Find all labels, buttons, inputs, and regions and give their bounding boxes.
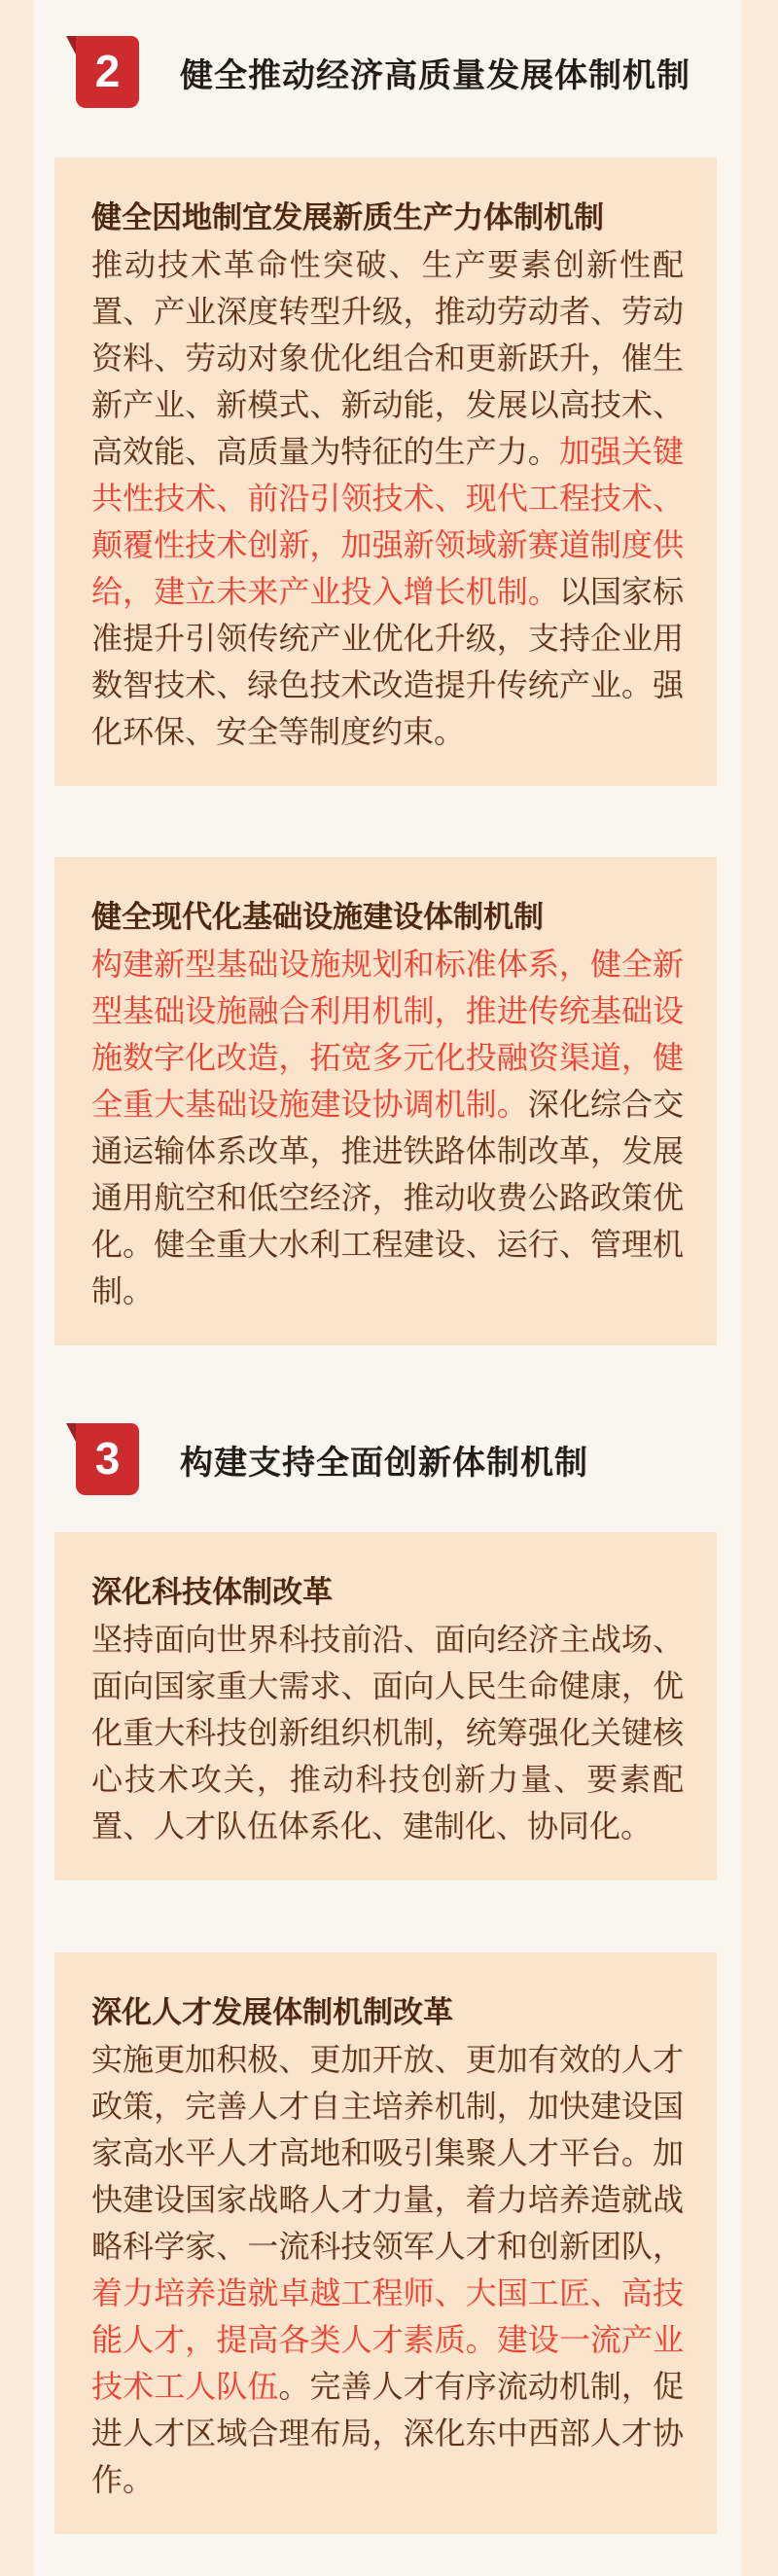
card-talent-development-reform (54, 1952, 717, 2534)
text-segment: 。完善人才有序流动机制，促进人才区域合理布局，深化东中西部人才协作。 (91, 2369, 684, 2497)
card-heading: 健全现代化基础设施建设体制机制 (91, 900, 544, 934)
section-header-3 (54, 1423, 717, 1495)
card-science-tech-reform (54, 1532, 717, 1880)
section-header-2 (54, 36, 717, 108)
card-body (91, 1616, 684, 1849)
ribbon-fold-icon (66, 36, 76, 54)
section-number-badge-2 (76, 36, 139, 108)
right-edge-band (742, 0, 778, 2576)
text-segment: 坚持面向世界科技前沿、面向经济主战场、面向国家重大需求、面向人民生命健康，优化重大科技创新组织机制，统筹强化关键核心技术攻关，推动科技创新力量、要素配置、人才队伍体系化、建制化、协同化。 (91, 1622, 684, 1843)
content-column (54, 36, 717, 2534)
ribbon-fold-icon (66, 1423, 76, 1442)
section-title: 构建支持全面创新体制机制 (180, 1444, 588, 1482)
text-segment: 实施更加积极、更加开放、更加有效的人才政策，完善人才自主培养机制，加快建设国家高水平人才高地和吸引集聚人才平台。加快建设国家战略人才力量，着力培养造就战略科学家、一流科技领军人才和创新团队， (91, 2042, 684, 2264)
text-segment-highlight: 构建新型基础设施规划和标准体系，健全新型基础设施融合利用机制，推进传统基础设施数字化改造，拓宽多元化投融资渠道，健全重大基础设施建设协调机制。 (91, 947, 684, 1122)
section-number-badge-3 (76, 1423, 139, 1495)
section-number: 3 (94, 1433, 121, 1484)
text-segment: 深化综合交通运输体系改革，推进铁路体制改革，发展通用航空和低空经济，推动收费公路政策优化。健全重大水利工程建设、运行、管理机制。 (91, 1087, 684, 1308)
card-modern-infrastructure (54, 857, 717, 1345)
left-edge-band (0, 0, 34, 2576)
card-body (91, 941, 684, 1314)
card-heading: 深化科技体制改革 (91, 1575, 333, 1609)
text-segment: 以国家标准提升引领传统产业优化升级，支持企业用数智技术、绿色技术改造提升传统产业。强化环保、安全等制度约束。 (91, 574, 684, 749)
text-segment-highlight: 着力培养造就卓越工程师、大国工匠、高技能人才，提高各类人才素质。建设一流产业技术工人队伍 (91, 2275, 684, 2404)
text-segment-highlight: 加强关键共性技术、前沿引领技术、现代工程技术、颠覆性技术创新，加强新领域新赛道制度供给，建立未来产业投入增长机制。 (91, 434, 684, 609)
section-number: 2 (94, 46, 121, 96)
card-heading: 深化人才发展体制机制改革 (91, 1995, 453, 2029)
text-segment: 推动技术革命性突破、生产要素创新性配置、产业深度转型升级，推动劳动者、劳动资料、劳动对象优化组合和更新跃升，催生新产业、新模式、新动能，发展以高技术、高效能、高质量为特征的生产力。 (91, 247, 684, 469)
section-title: 健全推动经济高质量发展体制机制 (180, 56, 690, 94)
card-new-productive-forces (54, 158, 717, 786)
card-heading: 健全因地制宜发展新质生产力体制机制 (91, 200, 604, 234)
card-body (91, 241, 684, 755)
card-body (91, 2036, 684, 2503)
